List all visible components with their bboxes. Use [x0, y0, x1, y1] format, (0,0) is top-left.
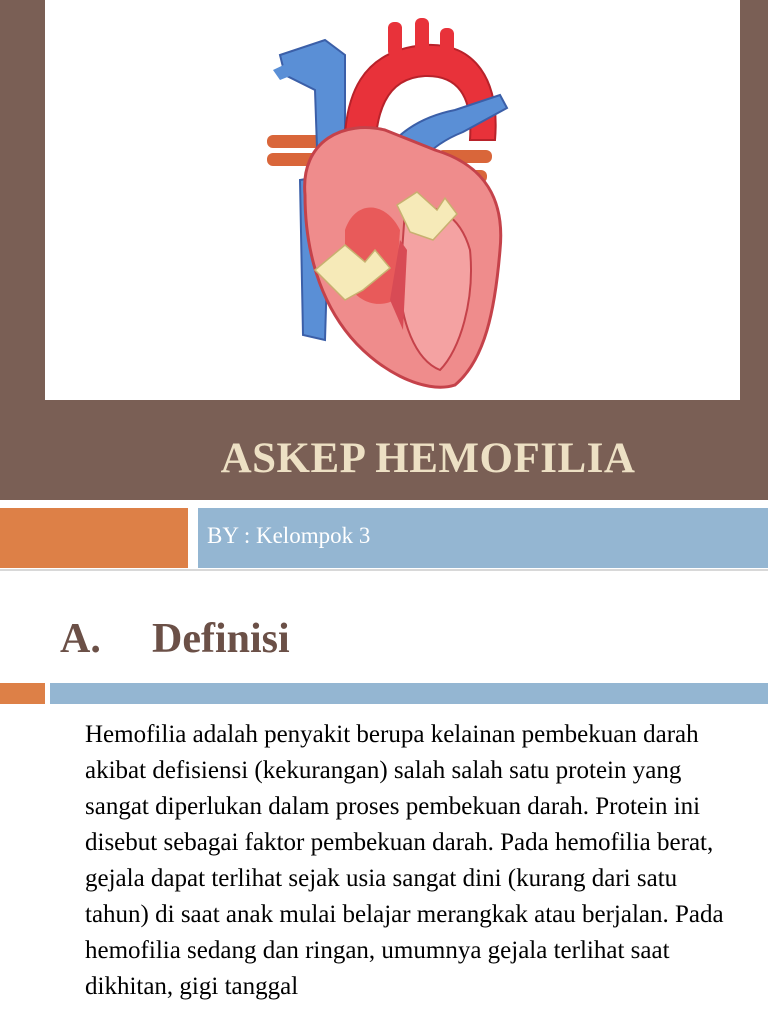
definition-slide [0, 571, 768, 1024]
slide-subtitle: BY : Kelompok 3 [207, 523, 371, 548]
heart-anatomy-illustration [45, 0, 740, 400]
orange-accent-small [0, 683, 45, 704]
section-heading [60, 615, 290, 663]
orange-accent-block [0, 508, 188, 568]
heart-image-frame [45, 0, 740, 400]
slide-title: ASKEP HEMOFILIA [220, 435, 636, 482]
definition-body: Hemofilia adalah penyakit berupa kelainan pembekuan darah akibat defisiensi (kekurangan) salah salah satu protein yang sangat diperlukan dalam proses pembekuan darah. Protein ini disebut sebagai faktor pembekuan darah. Pada hemofilia berat, gejala dapat terlihat sejak usia sangat dini (kurang dari satu tahun) di saat anak mulai belajar merangkak atau berjalan. Pada hemofilia sedang dan ringan, umumnya gejala terlihat saat dikhitan, gigi tanggal [85, 721, 724, 1000]
heading-text: Definisi [152, 616, 290, 662]
blue-accent-bar [50, 683, 768, 704]
heading-number: A. [60, 616, 101, 662]
